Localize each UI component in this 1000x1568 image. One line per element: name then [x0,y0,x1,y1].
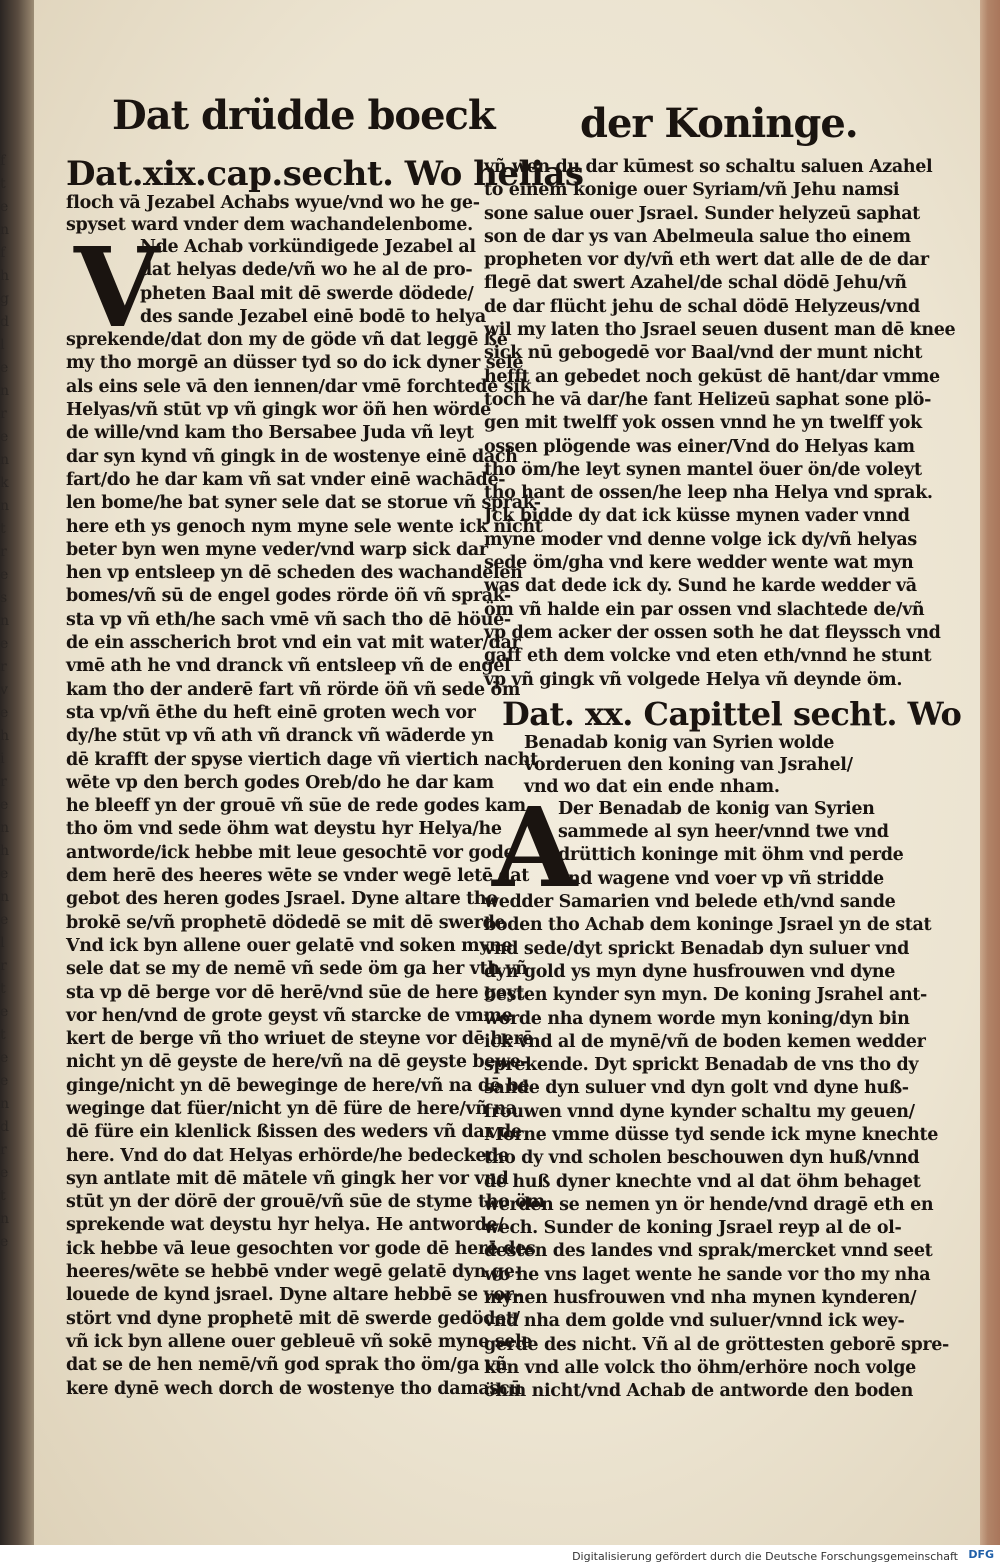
text-line: vñ ick byn allene ouer gebleuē vñ sokē myne sele [66,1331,533,1352]
text-line: ick hebbe vā leue gesochten vor gode dē herē des [66,1238,536,1259]
text-line: pheten Baal mit dē swerde dödede/ [140,283,474,304]
edge-fragment: k [0,475,9,491]
text-line: tho öm vnd sede öhm wat deystu hyr Helya/he [66,819,502,840]
running-head-left: Dat drüdde boeck [112,92,495,139]
text-line: sprekende/dat don my de göde vñ dat leggē ße [66,330,508,351]
text-line: frouwen vnnd dyne kynder schaltu my geuen/ [484,1101,915,1122]
initial-letter: V [74,223,160,352]
text-line: he bleeff yn der grouē vñ sūe de rede godes kam [66,796,526,817]
text-line: Helyas/vñ stūt vp vñ gingk wor öñ hen wörde [66,400,491,421]
text-line: Der Benadab de konig van Syrien [558,798,875,819]
chapter-heading: Dat.xix.cap.secht. Wo helias [66,154,584,194]
text-line: nicht yn dē geyste de here/vñ na dē geyste bewe- [66,1052,528,1073]
text-line: wedder Samarien vnd belede eth/vnd sande [484,892,896,913]
edge-fragment: e [0,866,9,882]
edge-fragment: i [0,751,5,767]
edge-fragment: f [0,245,6,261]
text-line: drüttich koninge mit öhm vnd perde [558,845,904,866]
text-line: boden tho Achab dem koninge Jsrael yn de stat [484,915,932,936]
text-line: dē füre ein klenlick ßissen des weders vñ dar de [66,1122,522,1143]
text-line: dar syn kynd vñ gingk in de wostenye einē dach [66,446,518,467]
text-line: son de dar ys van Abelmeula salue tho einem [484,226,911,247]
text-line: sta vp dē berge vor dē herē/vnd sūe de here geyt [66,982,525,1003]
edge-fragment: n [0,1096,10,1112]
summary-line: Benadab konig van Syrien wolde [524,732,835,753]
text-line: Nde Achab vorkündigede Jezabel al [140,237,476,257]
edge-fragment: n [0,383,10,399]
text-line: des sande Jezabel einē bodē to helya [140,306,486,327]
text-line: was dat dede ick dy. Sund he karde wedder vā [484,576,917,597]
text-line: wech. Sunder de koning Jsrael reyp al de ol- [484,1218,902,1239]
edge-fragment: t [0,521,6,537]
edge-fragment: n [0,498,10,514]
text-line: tho hant de ossen/he leep nha Helya vnd sprak. [484,483,933,504]
edge-fragment: e [0,705,9,721]
edge-fragment: h [0,843,10,859]
text-line: de huß dyner knechte vnd al dat öhm behaget [484,1171,921,1192]
text-line: louede de kynd jsrael. Dyne altare hebbē se vor- [66,1285,521,1306]
text-line: als eins sele vā den iennen/dar vmē forchtede sik [66,376,532,397]
text-line: ginge/nicht yn dē beweginge de here/vñ na dē be [66,1075,529,1096]
edge-fragment: e [0,1004,9,1020]
text-line: toch he vā dar/he fant Helizeū saphat sone plö- [484,389,932,410]
text-line: mynen husfrouwen vnd nha mynen kynderen/ [484,1288,917,1309]
edge-fragment: l [0,337,5,353]
edge-fragment: e [0,567,9,583]
text-line: ken vnd alle volck tho öhm/erhöre noch volge [484,1357,916,1378]
edge-fragment: e [0,912,9,928]
text-line: sammede al syn heer/vnnd twe vnd [558,822,889,843]
chapter-heading: Dat. xx. Capittel secht. Wo [502,694,962,733]
text-line: bomes/vñ sū de engel godes rörde öñ vñ sprak- [66,586,511,607]
edge-fragment: r [0,659,7,675]
summary-line: spyset ward vnder dem wachandelenbome. [66,215,473,235]
text-line: kert de berge vñ tho wriuet de steyne vor dē herē [66,1029,534,1050]
text-line: sele dat se my de nemē vñ sede öm ga her vth vñ [66,959,528,980]
text-line: hen vp entsleep yn dē scheden des wachandelen [66,563,523,584]
edge-fragment: s [0,590,8,606]
text-line: wil my laten tho Jsrael seuen dusent man dē knee [484,320,956,341]
edge-fragment: d [0,314,9,330]
text-line: tho öm/he leyt synen mantel öuer ön/de voleyt [484,459,922,480]
text-line: propheten vor dy/vñ eth wert dat alle de de dar [484,250,929,271]
text-line: öhm nicht/vnd Achab de antworde den boden [484,1381,913,1402]
text-line: desten des landes vnd sprak/mercket vnnd seet [484,1241,933,1262]
text-line: vp dem acker der ossen soth he dat fleyssch vnd [484,622,941,643]
text-line: sande dyn suluer vnd dyn golt vnd dyne huß- [484,1078,909,1099]
summary-line: vorderuen den koning van Jsrahel/ [524,754,853,775]
funding-notice: Digitalisierung gefördert durch die Deutsche Forschungsgemeinschaft [572,1550,958,1563]
text-line: ick vnd al de mynē/vñ de boden kemen wedder [484,1031,926,1052]
text-line: my tho morgē an düsser tyd so do ick dyner sele [66,353,524,374]
text-line: stūt yn der dörē der grouē/vñ sūe de styme tho öm [66,1192,545,1213]
edge-fragment: e [0,1165,9,1181]
text-line: sone salue ouer Jsrael. Sunder helyzeū saphat [484,203,920,224]
text-line: vp vñ gingk vñ volgede Helya vñ deynde öm. [484,669,903,690]
text-line: dy/he stūt vp vñ ath vñ dranck vñ wāderde yn [66,726,494,747]
text-line: de ein asscherich brot vnd ein vat mit water/dar [66,633,521,654]
edge-fragment: n [0,222,10,238]
edge-fragment: r [0,774,7,790]
text-line: Morne vmme düsse tyd sende ick myne knechte [484,1124,938,1145]
edge-fragment: n [0,452,10,468]
text-line: syn antlate mit dē mātele vñ gingk her vor vnd [66,1168,509,1189]
text-line: len bome/he bat syner sele dat se storue vñ sprak- [66,493,541,514]
text-line: wo he vns laget wente he sande vor tho my nha [484,1264,931,1285]
text-line: stört vnd dyne prophetē mit dē swerde gedödet/ [66,1308,520,1329]
edge-fragment: t [0,176,6,192]
text-line: besten kynder syn myn. De koning Jsrahel ant- [484,985,927,1006]
text-line: dat se de hen nemē/vñ god sprak tho öm/ga vñ [66,1355,508,1376]
text-line: gaff eth dem volcke vnd eten eth/vnnd he stunt [484,646,932,667]
text-line: dyn gold ys myn dyne husfrouwen vnd dyne [484,961,896,982]
text-line: kere dynē wech dorch de wostenye tho damascū [66,1378,522,1399]
running-head-right: der Koninge. [580,100,858,147]
edge-fragment: e [0,797,9,813]
right-column [484,156,962,1404]
text-line: tho dy vnd scholen beschouwen dyn huß/vnnd [484,1148,920,1169]
text-line: Vnd ick byn allene ouer gelatē vnd soken myne [66,935,513,956]
text-line: vnd nha dem golde vnd suluer/vnnd ick wey- [484,1311,905,1332]
text-line: wēte vp den berch godes Oreb/do he dar kam [66,772,494,793]
text-line: öm vñ halde ein par ossen vnd slachtede de/vñ [484,599,925,620]
edge-fragment: r [0,958,7,974]
text-line: vñ wen du dar kūmest so schaltu saluen Azahel [484,157,933,177]
text-line: gebot des heren godes Jsrael. Dyne altare tho [66,889,498,910]
left-page-edge [0,150,18,1300]
text-line: worde nha dynem worde myn koning/dyn bin [484,1008,910,1029]
text-line: ossen plögende was einer/Vnd do Helyas kam [484,436,915,457]
edge-fragment: t [0,1027,6,1043]
text-line: gen mit twelff yok ossen vnnd he yn twelff yok [484,413,922,434]
text-line: vnd wagene vnd voer vp vñ stridde [558,868,884,889]
text-line: sprekende. Dyt sprickt Benadab de vns tho dy [484,1055,919,1076]
text-line: heeres/wēte se hebbē vnder wegē gelatē dyn ge- [66,1262,522,1283]
edge-fragment: e [0,636,9,652]
text-line: beter byn wen myne veder/vnd warp sick dar [66,539,488,560]
text-line: sta vp vñ eth/he sach vmē vñ sach tho dē höue- [66,609,511,630]
text-line: Jck bidde dy dat ick küsse mynen vader vnnd [484,506,910,527]
text-line: weginge dat füer/nicht yn dē füre de here/vñ na [66,1098,517,1119]
page-fore-edge [980,0,1000,1545]
edge-fragment: n [0,1211,10,1227]
edge-fragment: r [0,406,7,422]
text-line: to einem konige ouer Syriam/vñ Jehu namsi [484,180,900,201]
edge-fragment: e [0,1234,9,1250]
left-column [66,154,584,1401]
edge-fragment: v [0,682,8,698]
text-line: kam tho der anderē fart vñ rörde öñ vñ sede öm [66,679,521,700]
text-line: de wille/vnd kam tho Bersabee Juda vñ leyt [66,423,474,444]
edge-fragment: h [0,728,10,744]
text-line: dē krafft der spyse viertich dage vñ viertich nacht [66,749,538,770]
edge-fragment: r [0,544,7,560]
summary-line: vnd wo dat ein ende nham. [524,776,780,797]
text-line: brokē se/vñ prophetē dödedē se mit dē swerde [66,912,506,933]
text-line: sta vp/vñ ēthe du heft einē groten wech vor [66,702,476,723]
edge-fragment: t [0,981,6,997]
initial-letter: A [492,782,578,912]
edge-fragment: r [0,1142,7,1158]
text-line: antworde/ick hebbe mit leue gesochtē vor gode [66,842,515,863]
edge-fragment: e [0,360,9,376]
text-line: flegē dat swert Azahel/de schal dödē Jehu/vñ [484,273,907,294]
text-line: hefft an gebedet noch gekūst dē hant/dar vmme [484,366,940,387]
edge-fragment: n [0,820,10,836]
text-line: sede öm/gha vnd kere wedder wente wat myn [484,553,914,574]
text-lines [484,156,956,692]
edge-fragment: h [0,268,10,284]
edge-fragment: d [0,1119,9,1135]
text-line: myne moder vnd denne volge ick dy/vñ helyas [484,529,917,550]
text-line: dem herē des heeres wēte se vnder wegē letē dat [66,866,530,887]
edge-fragment: g [0,291,9,307]
footer-bar [0,1545,1000,1568]
text-line: vmē ath he vnd dranck vñ entsleep vñ de engel [66,656,511,677]
text-line: vnd sede/dyt sprickt Benadab dyn suluer vnd [484,938,910,959]
text-line: vor hen/vnd de grote geyst vñ starcke de vmme [66,1005,513,1026]
text-line: here. Vnd do dat Helyas erhörde/he bedeckede [66,1145,509,1166]
text-line: sick nū gebogedē vor Baal/vnd der munt nicht [484,343,923,364]
edge-fragment: f [0,153,6,169]
edge-fragment: n [0,613,10,629]
edge-fragment: e [0,199,9,215]
edge-fragment: n [0,889,10,905]
text-line: werden se nemen yn ör hende/vnd dragē eth en [484,1194,934,1215]
edge-fragment: e [0,1050,9,1066]
edge-fragment: e [0,1073,9,1089]
dfg-logo: DFG [968,1548,994,1561]
text-line: de dar flücht jehu de schal dödē Helyzeus/vnd [484,296,920,317]
text-line: gerde des nicht. Vñ al de gröttesten geborē spre- [484,1334,949,1355]
summary-line: floch vā Jezabel Achabs wyue/vnd wo he ge- [66,193,480,213]
edge-fragment: t [0,1188,6,1204]
edge-fragment: e [0,429,9,445]
edge-fragment: l [0,935,5,951]
text-line: dat helyas dede/vñ wo he al de pro- [140,260,473,281]
text-line: fart/do he dar kam vñ sat vnder einē wachāde- [66,469,506,490]
text-line: here eth ys genoch nym myne sele wente ick nicht [66,516,543,537]
text-line: sprekende wat deystu hyr helya. He antworde/ [66,1215,504,1236]
